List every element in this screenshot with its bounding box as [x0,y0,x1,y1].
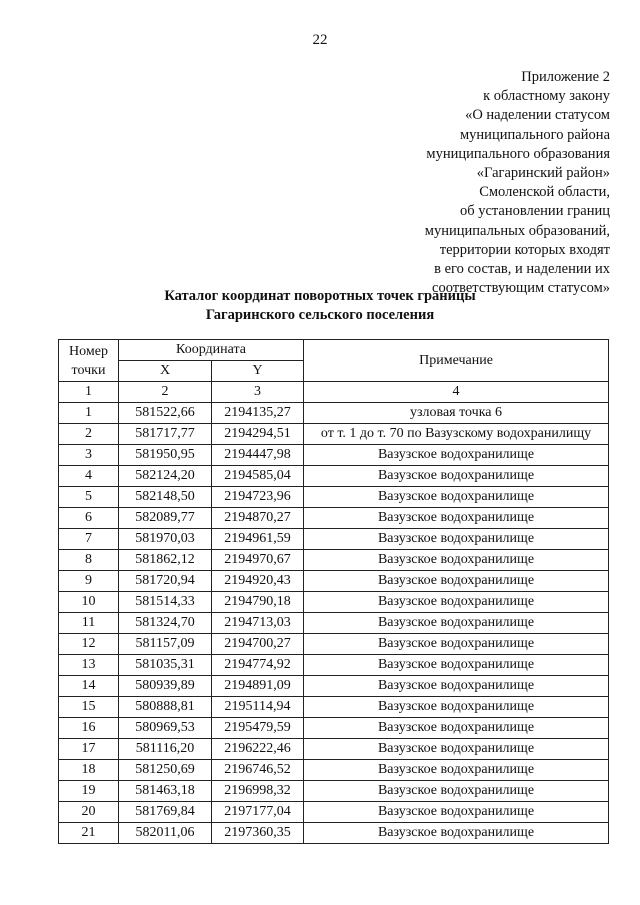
point-number-cell: 18 [59,760,119,781]
point-number-cell: 10 [59,592,119,613]
note-cell: Вазузское водохранилище [304,613,609,634]
table-row [59,550,609,571]
y-coordinate-cell: 2194723,96 [212,487,304,508]
note-cell: Вазузское водохранилище [304,655,609,676]
y-coordinate-cell: 2194891,09 [212,676,304,697]
y-coordinate-cell: 2194585,04 [212,466,304,487]
y-coordinate-cell: 2197177,04 [212,802,304,823]
y-coordinate-cell: 2195114,94 [212,697,304,718]
table-row [59,655,609,676]
x-coordinate-cell: 582089,77 [119,508,212,529]
y-coordinate-cell: 2194970,67 [212,550,304,571]
table-row [59,592,609,613]
appendix-line: муниципальных образований, [424,222,610,239]
x-coordinate-cell: 581769,84 [119,802,212,823]
note-cell: Вазузское водохранилище [304,697,609,718]
table-row [59,823,609,844]
header-note: Примечание [304,340,609,382]
table-row [59,487,609,508]
y-coordinate-cell: 2194294,51 [212,424,304,445]
table-row [59,424,609,445]
appendix-line: в его состав, и наделении их [434,261,610,278]
y-coordinate-cell: 2194447,98 [212,445,304,466]
catalog-title-line-1: Каталог координат поворотных точек границы [164,288,476,304]
x-coordinate-cell: 581514,33 [119,592,212,613]
appendix-line: «Гагаринский район» [476,165,610,182]
x-coordinate-cell: 582124,20 [119,466,212,487]
appendix-block [310,68,610,298]
table-row [59,697,609,718]
note-cell: Вазузское водохранилище [304,445,609,466]
x-coordinate-cell: 580939,89 [119,676,212,697]
note-cell: Вазузское водохранилище [304,508,609,529]
x-coordinate-cell: 581157,09 [119,634,212,655]
point-number-cell: 1 [59,403,119,424]
table-row [59,571,609,592]
point-number-cell: 9 [59,571,119,592]
table-body [59,403,609,844]
table-row [59,781,609,802]
table-row [59,739,609,760]
appendix-line: муниципального района [460,126,610,143]
point-number-cell: 6 [59,508,119,529]
y-coordinate-cell: 2194790,18 [212,592,304,613]
header-point-number: Номер точки [59,340,119,382]
point-number-cell: 14 [59,676,119,697]
y-coordinate-cell: 2194961,59 [212,529,304,550]
column-number: 4 [304,382,609,403]
x-coordinate-cell: 581970,03 [119,529,212,550]
table-row [59,445,609,466]
point-number-cell: 19 [59,781,119,802]
note-cell: узловая точка 6 [304,403,609,424]
catalog-title-line-2: Гагаринского сельского поселения [205,307,435,323]
point-number-cell: 15 [59,697,119,718]
note-cell: Вазузское водохранилище [304,802,609,823]
y-coordinate-cell: 2194774,92 [212,655,304,676]
table-row [59,529,609,550]
x-coordinate-cell: 581950,95 [119,445,212,466]
x-coordinate-cell: 581324,70 [119,613,212,634]
note-cell: Вазузское водохранилище [304,760,609,781]
x-coordinate-cell: 582148,50 [119,487,212,508]
point-number-cell: 16 [59,718,119,739]
point-number-cell: 21 [59,823,119,844]
table-row [59,508,609,529]
appendix-line: к областному закону [483,88,610,105]
y-coordinate-cell: 2196998,32 [212,781,304,802]
table-row [59,613,609,634]
y-coordinate-cell: 2194700,27 [212,634,304,655]
table-row [59,760,609,781]
x-coordinate-cell: 580969,53 [119,718,212,739]
note-cell: от т. 1 до т. 70 по Вазузскому водохранилищу [304,424,609,445]
table-row [59,466,609,487]
catalog-title [0,287,640,325]
x-coordinate-cell: 581862,12 [119,550,212,571]
point-number-cell: 4 [59,466,119,487]
point-number-cell: 20 [59,802,119,823]
note-cell: Вазузское водохранилище [304,592,609,613]
appendix-line: соответствующим статусом» [432,280,610,297]
appendix-line: об установлении границ [459,203,610,220]
point-number-cell: 12 [59,634,119,655]
appendix-line: территории которых входят [439,241,610,258]
column-number: 1 [59,382,119,403]
point-number-cell: 7 [59,529,119,550]
y-coordinate-cell: 2194870,27 [212,508,304,529]
note-cell: Вазузское водохранилище [304,739,609,760]
y-coordinate-cell: 2197360,35 [212,823,304,844]
note-cell: Вазузское водохранилище [304,676,609,697]
note-cell: Вазузское водохранилище [304,466,609,487]
column-number: 3 [212,382,304,403]
y-coordinate-cell: 2194920,43 [212,571,304,592]
x-coordinate-cell: 581463,18 [119,781,212,802]
y-coordinate-cell: 2196746,52 [212,760,304,781]
point-number-cell: 17 [59,739,119,760]
point-number-cell: 2 [59,424,119,445]
point-number-cell: 5 [59,487,119,508]
note-cell: Вазузское водохранилище [304,634,609,655]
table-row [59,676,609,697]
table-row [59,802,609,823]
point-number-cell: 3 [59,445,119,466]
table-row [59,403,609,424]
y-coordinate-cell: 2195479,59 [212,718,304,739]
x-coordinate-cell: 581717,77 [119,424,212,445]
note-cell: Вазузское водохранилище [304,571,609,592]
point-number-cell: 11 [59,613,119,634]
header-y: Y [212,361,304,382]
x-coordinate-cell: 582011,06 [119,823,212,844]
x-coordinate-cell: 581522,66 [119,403,212,424]
appendix-line: Приложение 2 [521,69,610,85]
table-row [59,718,609,739]
note-cell: Вазузское водохранилище [304,529,609,550]
x-coordinate-cell: 581250,69 [119,760,212,781]
coordinates-table [58,339,609,844]
y-coordinate-cell: 2196222,46 [212,739,304,760]
column-number: 2 [119,382,212,403]
note-cell: Вазузское водохранилище [304,781,609,802]
appendix-line: Смоленской области, [479,184,610,201]
appendix-line: муниципального образования [426,145,610,162]
appendix-line: «О наделении статусом [465,107,610,124]
page-number: 22 [312,32,328,48]
x-coordinate-cell: 581720,94 [119,571,212,592]
note-cell: Вазузское водохранилище [304,487,609,508]
header-x: X [119,361,212,382]
note-cell: Вазузское водохранилище [304,550,609,571]
x-coordinate-cell: 581116,20 [119,739,212,760]
y-coordinate-cell: 2194135,27 [212,403,304,424]
x-coordinate-cell: 581035,31 [119,655,212,676]
point-number-cell: 8 [59,550,119,571]
header-coordinate: Координата [119,340,304,361]
note-cell: Вазузское водохранилище [304,823,609,844]
table-row [59,634,609,655]
x-coordinate-cell: 580888,81 [119,697,212,718]
note-cell: Вазузское водохранилище [304,718,609,739]
y-coordinate-cell: 2194713,03 [212,613,304,634]
point-number-cell: 13 [59,655,119,676]
